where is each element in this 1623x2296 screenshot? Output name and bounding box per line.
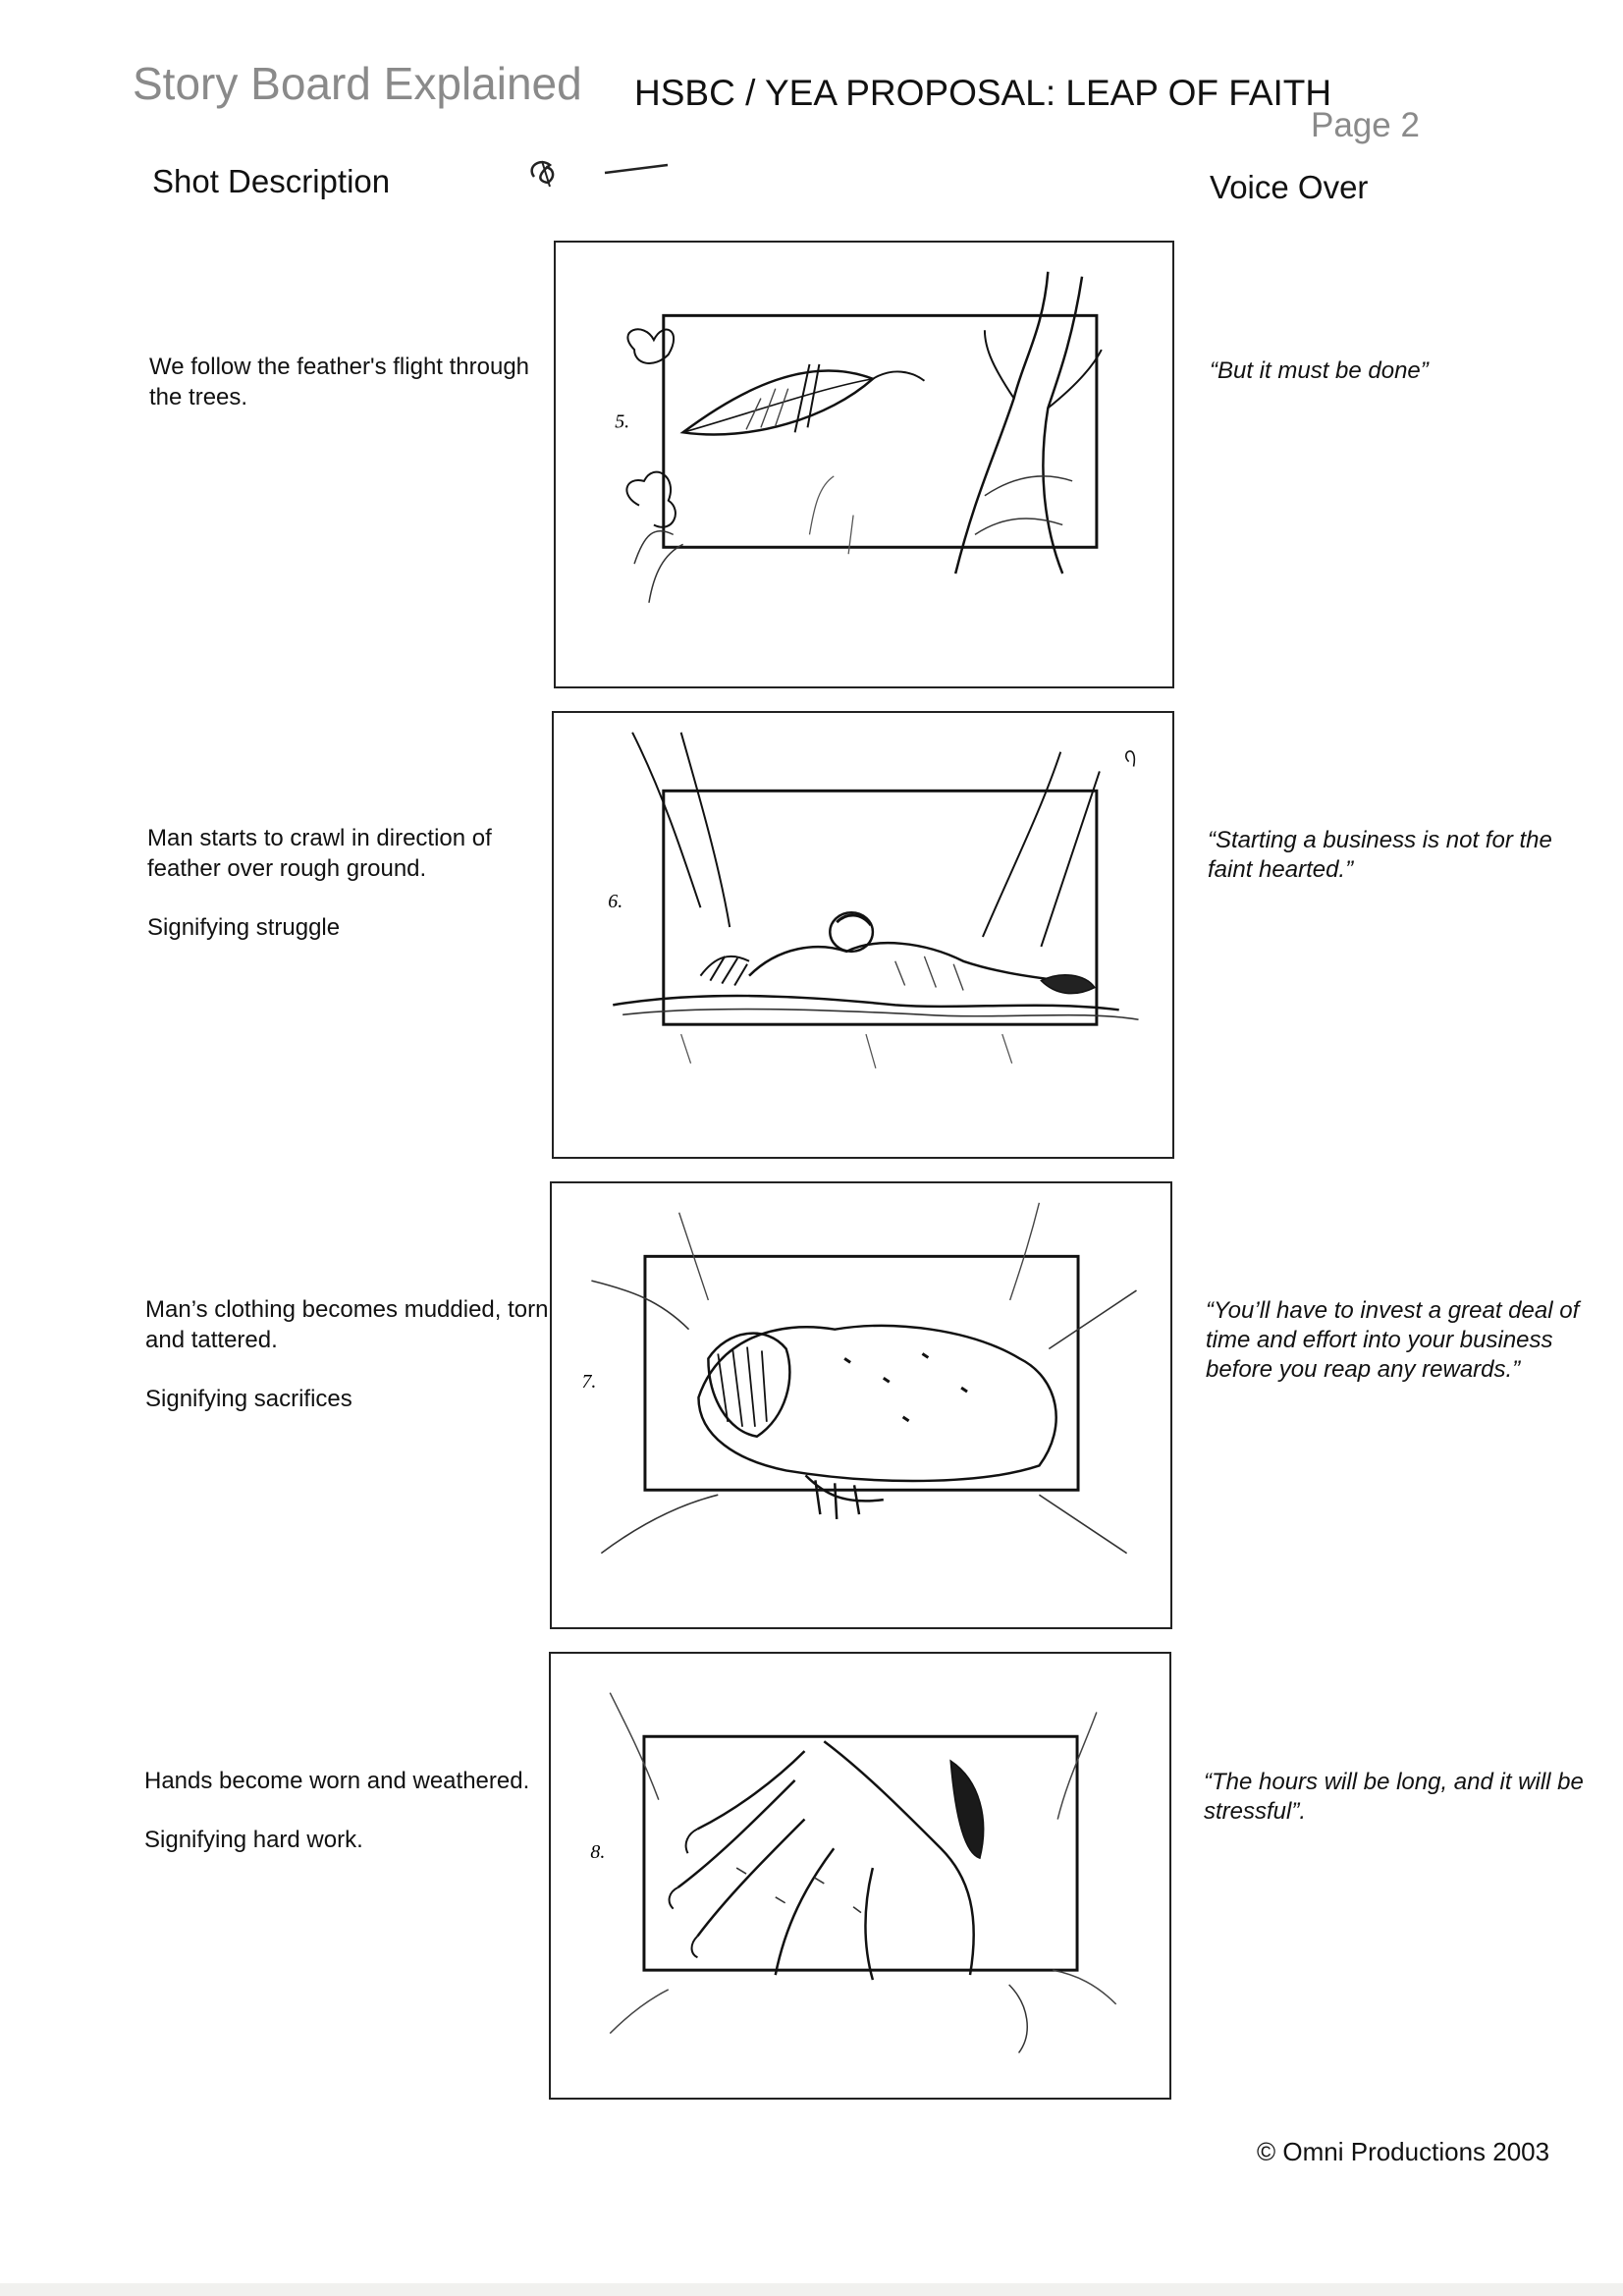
storyboard-panel-4 bbox=[549, 1652, 1171, 2100]
shot-4-signifying: Signifying hard work. bbox=[144, 1827, 363, 1853]
storyboard-panel-1 bbox=[554, 241, 1174, 688]
weathered-hand-sketch bbox=[551, 1654, 1169, 2098]
shot-4-description-line: Hands become worn and weathered. bbox=[144, 1768, 530, 1794]
panel-3-number: 7. bbox=[581, 1371, 597, 1394]
page-number: Page 2 bbox=[1311, 106, 1420, 144]
voice-over-heading: Voice Over bbox=[1210, 169, 1369, 205]
panel-4-number: 8. bbox=[590, 1841, 606, 1864]
header-brand: Story Board Explained bbox=[133, 58, 582, 109]
handwritten-scribble bbox=[520, 147, 677, 196]
panel-2-number: 6. bbox=[608, 891, 623, 913]
feather-in-trees-sketch bbox=[556, 243, 1172, 686]
copyright-footer: © Omni Productions 2003 bbox=[1257, 2137, 1550, 2166]
page-bottom-edge bbox=[0, 2283, 1623, 2296]
shot-3-description bbox=[145, 1294, 558, 1414]
shot-3-signifying: Signifying sacrifices bbox=[145, 1386, 352, 1412]
shot-2-description bbox=[147, 823, 560, 943]
shot-2-signifying: Signifying struggle bbox=[147, 914, 341, 941]
shot-1-voice-over: “But it must be done” bbox=[1210, 357, 1429, 384]
shot-2-voice-over: “Starting a business is not for the faint hearted.” bbox=[1208, 827, 1552, 883]
header-title: HSBC / YEA PROPOSAL: LEAP OF FAITH bbox=[634, 73, 1332, 113]
shot-1-description bbox=[149, 352, 562, 412]
man-crawling-sketch bbox=[554, 713, 1172, 1157]
shot-3-description-line: Man’s clothing becomes muddied, torn and tattered. bbox=[145, 1296, 549, 1353]
panel-1-number: 5. bbox=[615, 410, 630, 433]
shot-description-heading: Shot Description bbox=[152, 163, 391, 199]
muddied-man-sketch bbox=[552, 1183, 1170, 1627]
shot-3-voice-over: “You’ll have to invest a great deal of time and effort into your business before you reap any rewards.” bbox=[1206, 1297, 1580, 1383]
shot-4-description bbox=[144, 1766, 557, 1855]
shot-4-voice-over: “The hours will be long, and it will be stressful”. bbox=[1204, 1769, 1584, 1825]
storyboard-panel-3 bbox=[550, 1181, 1172, 1629]
storyboard-panel-2 bbox=[552, 711, 1174, 1159]
shot-2-description-line: Man starts to crawl in direction of feather over rough ground. bbox=[147, 825, 492, 882]
shot-1-description-line: We follow the feather's flight through the trees. bbox=[149, 354, 530, 410]
